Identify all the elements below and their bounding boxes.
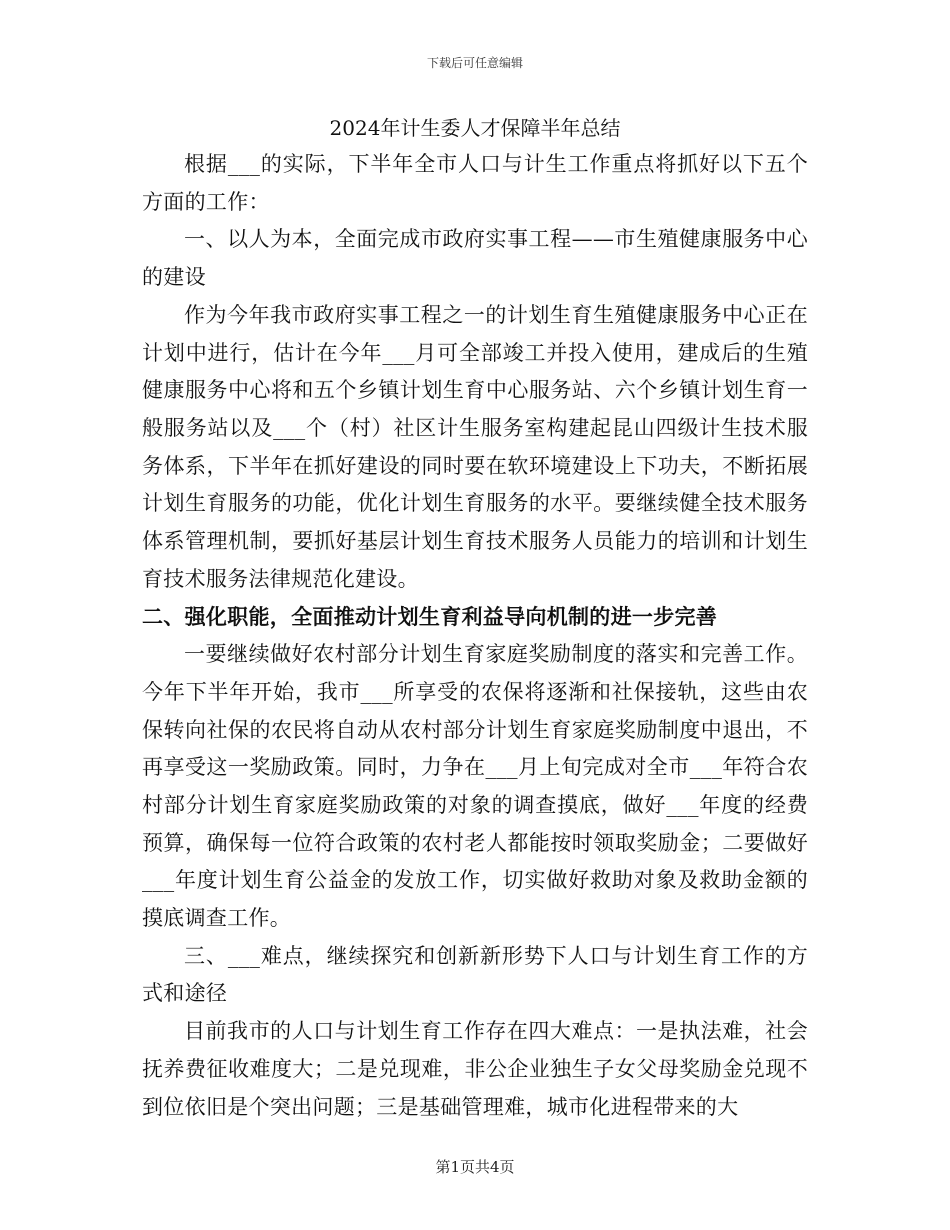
paragraph-section-2: 一要继续做好农村部分计划生育家庭奖励制度的落实和完善工作。今年下半年开始，我市___所享受的农保将逐渐和社保接轨，这些由农保转向社保的农民将自动从农村部分计划生育家庭奖励制度中退出，不再享受这一奖励政策。同时，力争在___月上旬完成对全市___年符合农村部分计划生育家庭奖励政策的对象的调查摸底，做好___年度的经费预算，确保每一位符合政策的农村老人都能按时领取奖励金；二要做好___年度计划生育公益金的发放工作，切实做好救助对象及救助金额的摸底调查工作。 — [142, 642, 808, 931]
section-heading-3: 三、___难点，继续探究和创新新形势下人口与计划生育工作的方式和途径 — [142, 943, 808, 1006]
section-heading-1: 一、以人为本，全面完成市政府实事工程——市生殖健康服务中心的建设 — [142, 227, 808, 290]
page-footer: 第1页共4页 — [435, 1158, 515, 1176]
paragraph-section-3: 目前我市的人口与计划生育工作存在四大难点：一是执法难，社会抚养费征收难度大；二是兑现难，非公企业独生子女父母奖励金兑现不到位依旧是个突出问题；三是基础管理难，城市化进程带来的大 — [142, 1019, 808, 1119]
document-title: 2024年计生委人才保障半年总结 — [329, 116, 621, 140]
paragraph-section-1: 作为今年我市政府实事工程之一的计划生育生殖健康服务中心正在计划中进行，估计在今年___月可全部竣工并投入使用，建成后的生殖健康服务中心将和五个乡镇计划生育中心服务站、六个乡镇计划生育一般服务站以及___个（村）社区计生服务室构建起昆山四级计生技术服务体系，下半年在抓好建设的同时要在软环境建设上下功夫，不断拓展计划生育服务的功能，优化计划生育服务的水平。要继续健全技术服务体系管理机制，要抓好基层计划生育技术服务人员能力的培训和计划生育技术服务法律规范化建设。 — [142, 302, 808, 591]
paragraph-intro: 根据___的实际，下半年全市人口与计生工作重点将抓好以下五个方面的工作： — [142, 152, 808, 214]
page-header: 下载后可任意编辑 — [426, 56, 523, 70]
document-body — [142, 110, 808, 1126]
section-heading-2: 二、强化职能，全面推动计划生育利益导向机制的进一步完善 — [142, 604, 718, 630]
